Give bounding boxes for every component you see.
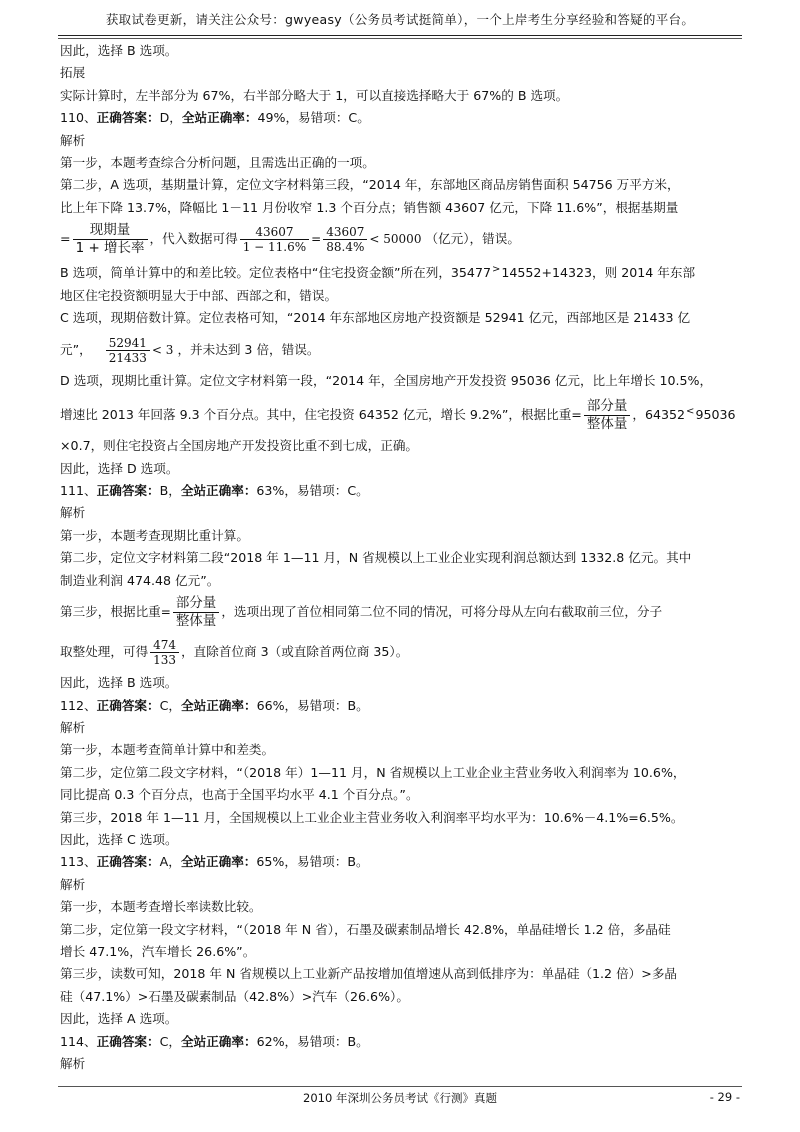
- question-number: 114、: [60, 1033, 97, 1049]
- conclusion-112: 因此，选择 C 选项。: [60, 831, 178, 847]
- fraction: [323, 225, 367, 254]
- step-text: 第二步，定位文字材料第二段“2018 年 1—11 月，N 省规模以上工业企业实现利润总额达到 1332.8 亿元。其中: [60, 550, 692, 566]
- rate-value: 62%，易错项：B。: [256, 1033, 369, 1049]
- step-text: 地区住宅投资额明显大于中部、西部之和，错误。: [60, 287, 338, 303]
- extension-text: 实际计算时，左半部分为 67%，右半部分略大于 1，可以直接选择略大于 67%的 B 选项。: [60, 87, 569, 103]
- analysis-heading: 解析: [60, 132, 86, 148]
- text-span: 元”，: [60, 341, 92, 357]
- text-span: 14552+14323，则 2014 年东部: [501, 265, 696, 281]
- fraction-denominator: 1 − 11.6%: [240, 239, 309, 254]
- analysis-heading: 解析: [60, 876, 86, 892]
- fraction: [240, 225, 309, 254]
- fraction-numerator: 52941: [108, 335, 147, 350]
- rate-label: 全站正确率：: [180, 854, 257, 870]
- step-text: 第一步，本题考查增长率读数比较。: [60, 899, 262, 915]
- equals-sign: =: [160, 605, 171, 620]
- step-text: D 选项，现期比重计算。定位文字材料第一段，“2014 年，全国房地产开发投资 95036 亿元，比上年增长 10.5%，: [60, 372, 713, 388]
- answer-label: 正确答案：: [96, 1033, 160, 1049]
- text-span: 95036: [695, 407, 736, 423]
- text-span: B 选项，简单计算中的和差比较。定位表格中“住宅投资金额”所在列，35477: [60, 265, 491, 281]
- step-text: C 选项，现期倍数计算。定位表格可知，“2014 年东部地区房地产投资额是 52941 亿元，西部地区是 21433 亿: [60, 310, 691, 326]
- text-span: ，64352: [632, 407, 686, 423]
- text-span: ，选项出现了首位相同第二位不同的情况，可将分母从左向右截取前三位，分子: [221, 604, 663, 620]
- formula-line: [60, 330, 745, 370]
- step-text: 比上年下降 13.7%，降幅比 1－11 月份收窄 1.3 个百分点；销售额 43607 亿元，下降 11.6%”，根据基期量: [60, 199, 679, 215]
- less-than-sign: <: [686, 406, 695, 418]
- fraction: [106, 336, 150, 365]
- text-span: 取整处理，可得: [60, 644, 149, 660]
- fraction-numerator: 43607: [255, 225, 294, 240]
- rate-value: 49%，易错项：C。: [257, 110, 370, 126]
- footer-title: 2010 年深圳公务员考试《行测》真题: [303, 1091, 497, 1105]
- answer-value: D，: [159, 110, 182, 126]
- fraction-denominator: 1 + 增长率: [73, 239, 148, 257]
- rate-label: 全站正确率：: [181, 697, 257, 713]
- inequality: < 50000: [369, 232, 422, 247]
- page-header: 获取试卷更新，请关注公众号：gwyeasy（公务员考试挺简单），一个上岸考生分享经验和答疑的平台。: [105, 12, 695, 27]
- rate-value: 65%，易错项：B。: [256, 854, 369, 870]
- conclusion-111: 因此，选择 B 选项。: [60, 675, 178, 691]
- fraction-proportion: [584, 398, 631, 433]
- fraction-base-formula: [73, 222, 148, 257]
- step-text: ×0.7，则住宅投资占全国房地产开发投资比重不到七成，正确。: [60, 438, 419, 454]
- step-text: 第一步，本题考查简单计算中和差类。: [60, 742, 275, 758]
- header-rule: [58, 35, 742, 36]
- question-number: 110、: [60, 110, 97, 126]
- fraction-denominator: 133: [150, 652, 179, 667]
- answer-label: 正确答案：: [96, 854, 160, 870]
- step-text: 第一步，本题考查现期比重计算。: [60, 527, 249, 543]
- step-text: 制造业利润 474.48 亿元”。: [60, 572, 220, 588]
- fraction-numerator: 部分量: [175, 595, 217, 612]
- rate-label: 全站正确率：: [181, 110, 258, 126]
- rate-value: 66%，易错项：B。: [256, 697, 369, 713]
- fraction: [150, 638, 179, 667]
- step-text: 第二步，定位第一段文字材料，“（2018 年 N 省），石墨及碳素制品增长 42.8%，单晶硅增长 1.2 倍，多晶硅: [60, 921, 671, 937]
- conclusion-109: 因此，选择 B 选项。: [60, 43, 178, 58]
- header-rule-thin: [58, 38, 742, 39]
- document-body: [60, 40, 745, 1075]
- answer-value: B，: [159, 483, 181, 499]
- page-number: - 29 -: [709, 1090, 740, 1104]
- question-111-answer: [60, 480, 745, 502]
- fraction-numerator: 部分量: [586, 398, 628, 415]
- question-number: 113、: [60, 854, 97, 870]
- footer-rule: [58, 1086, 742, 1087]
- extension-heading: 拓展: [60, 65, 86, 81]
- analysis-heading: 解析: [60, 1056, 86, 1071]
- step-text: 第一步，本题考查综合分析问题，且需选出正确的一项。: [60, 155, 375, 171]
- question-number: 112、: [60, 697, 97, 713]
- formula-line: [60, 592, 745, 632]
- step-text: 第三步，读数可知，2018 年 N 省规模以上工业新产品按增加值增速从高到低排序为：单晶硅（1.2 倍）>多晶: [60, 966, 678, 982]
- question-number: 111、: [60, 483, 97, 499]
- step-text: 同比提高 0.3 个百分点，也高于全国平均水平 4.1 个百分点。”。: [60, 787, 419, 803]
- fraction-denominator: 21433: [106, 350, 150, 365]
- text-span: ，直除首位商 3（或直除首两位商 35）。: [181, 644, 409, 660]
- equals-sign: =: [60, 231, 71, 247]
- text-span: ，代入数据可得: [149, 231, 238, 247]
- step-text: 硅（47.1%）>石墨及碳素制品（42.8%）>汽车（26.6%）。: [60, 988, 409, 1004]
- question-113-answer: [60, 851, 745, 873]
- rate-value: 63%，易错项：C。: [256, 483, 369, 499]
- text-span: ，并未达到 3 倍，错误。: [177, 341, 320, 357]
- step-text: 增长 47.1%，汽车增长 26.6%”。: [60, 943, 256, 959]
- inequality: < 3: [151, 342, 174, 357]
- fraction-denominator: 88.4%: [323, 239, 367, 254]
- answer-label: 正确答案：: [96, 697, 160, 713]
- answer-value: C，: [159, 697, 181, 713]
- fraction-numerator: 现期量: [89, 222, 131, 239]
- text-span: 第三步，根据比重: [60, 604, 161, 620]
- step-text: 第三步，2018 年 1—11 月，全国规模以上工业企业主营业务收入利润率平均水平为：10.6%－4.1%=6.5%。: [60, 809, 684, 825]
- question-114-answer: [60, 1031, 745, 1053]
- text-span: （亿元），错误。: [425, 231, 520, 247]
- answer-label: 正确答案：: [96, 483, 160, 499]
- answer-value: A，: [159, 854, 181, 870]
- formula-line: [60, 219, 745, 259]
- formula-line: [60, 392, 745, 435]
- conclusion-110: 因此，选择 D 选项。: [60, 460, 179, 476]
- fraction-numerator: 474: [153, 638, 177, 653]
- analysis-heading: 解析: [60, 719, 86, 735]
- answer-label: 正确答案：: [96, 110, 160, 126]
- fraction-numerator: 43607: [326, 225, 365, 240]
- text-span: 增速比 2013 年回落 9.3 个百分点。其中，住宅投资 64352 亿元，增长 9.2%”，根据比重=: [60, 407, 582, 423]
- question-112-answer: [60, 695, 745, 717]
- fraction-proportion: [173, 595, 220, 630]
- step-text: 第二步，定位第二段文字材料，“（2018 年）1—11 月，N 省规模以上工业企业主营业务收入利润率为 10.6%，: [60, 764, 686, 780]
- greater-than-sign: >: [491, 264, 501, 276]
- step-text: 第二步，A 选项，基期量计算，定位文字材料第三段，“2014 年，东部地区商品房销售面积 54756 万平方米，: [60, 177, 680, 193]
- fraction-denominator: 整体量: [173, 612, 220, 630]
- answer-value: C，: [159, 1033, 181, 1049]
- step-text: [60, 259, 745, 285]
- fraction-denominator: 整体量: [584, 415, 631, 433]
- conclusion-113: 因此，选择 A 选项。: [60, 1011, 178, 1027]
- rate-label: 全站正确率：: [180, 483, 257, 499]
- analysis-heading: 解析: [60, 505, 86, 521]
- question-110-answer: [60, 107, 745, 129]
- rate-label: 全站正确率：: [181, 1033, 257, 1049]
- formula-line: [60, 632, 745, 672]
- equals-sign: =: [311, 232, 322, 247]
